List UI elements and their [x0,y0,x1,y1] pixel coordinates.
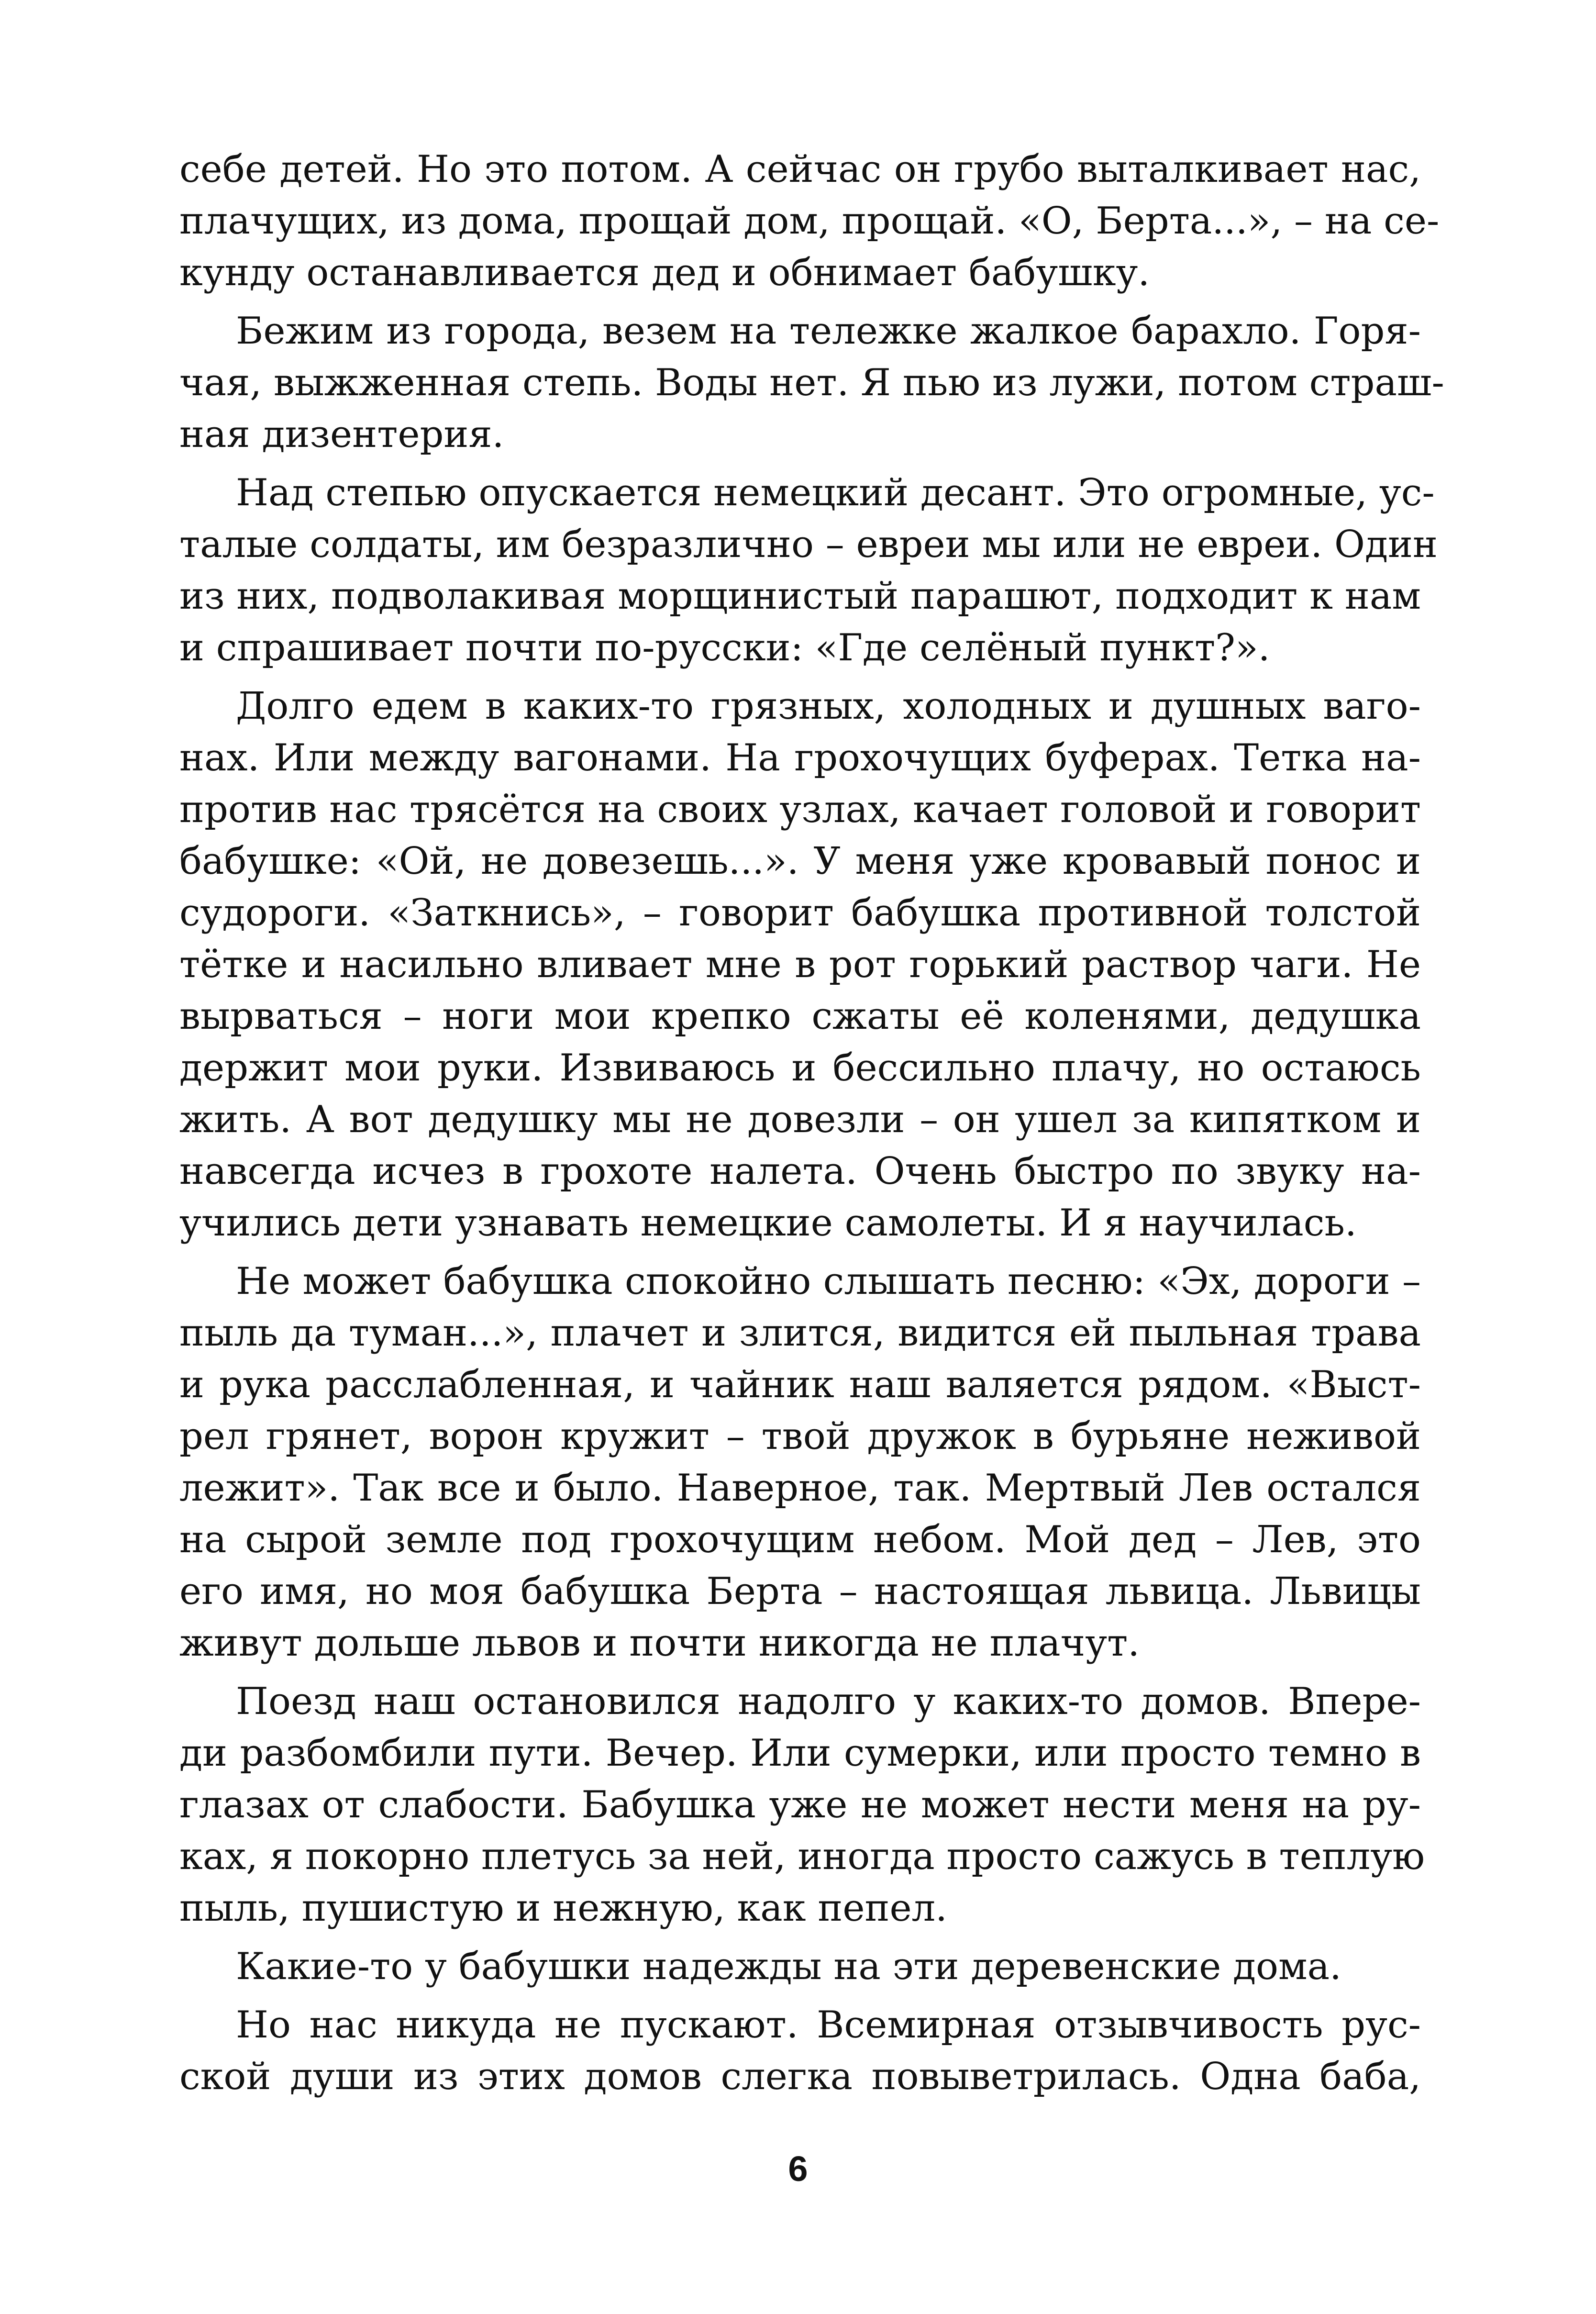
text-line: вырваться – ноги мои крепко сжаты её коленями, дедушка [179,995,1421,1038]
text-line: пыль, пушистую и нежную, как пепел. [179,1887,947,1930]
text-line: из них, подволакивая морщинистый парашют, подходит к нам [179,575,1421,618]
paragraph [179,1941,1421,1992]
text-line: жить. А вот дедушку мы не довезли – он ушел за кипятком и [179,1098,1421,1141]
text-line: на сырой земле под грохочущим небом. Мой дед – Лев, это [179,1518,1421,1561]
text-line: тётке и насильно вливает мне в рот горький раствор чаги. Не [179,943,1421,986]
text-line: себе детей. Но это потом. А сейчас он грубо выталкивает нас, [179,148,1421,191]
text-line: судороги. «Заткнись», – говорит бабушка противной толстой [179,891,1421,934]
text-line: рел грянет, ворон кружит – твой дружок в бурьяне неживой [179,1415,1421,1458]
text-line: Не может бабушка спокойно слышать песню: «Эх, дороги – [236,1260,1421,1303]
text-line: пыль да туман...», плачет и злится, видится ей пыльная трава [179,1312,1421,1355]
text-line: кунду останавливается дед и обнимает бабушку. [179,251,1150,294]
paragraph [179,1256,1421,1669]
paragraph-gap [179,460,1421,467]
text-line: Бежим из города, везем на тележке жалкое барахло. Горя- [236,310,1421,353]
text-line: и спрашивает почти по-русски: «Где селёный пункт?». [179,626,1270,669]
paragraph [179,1676,1425,1934]
text-line: Над степью опускается немецкий десант. Это огромные, ус- [236,471,1435,514]
text-line: и рука расслабленная, и чайник наш валяется рядом. «Выст- [179,1363,1421,1406]
text-line: ках, я покорно плетусь за ней, иногда просто сажусь в теплую [179,1835,1425,1878]
text-line: нах. Или между вагонами. На грохочущих буферах. Тетка на- [179,736,1421,779]
body-text [179,144,1444,2103]
page-number: 6 [788,2149,808,2189]
paragraph [179,144,1440,299]
text-line: талые солдаты, им безразлично – евреи мы или не евреи. Один [179,523,1438,566]
text-line: чая, выжженная степь. Воды нет. Я пью из лужи, потом страш- [179,361,1444,404]
text-line: против нас трясётся на своих узлах, качает головой и говорит [179,788,1421,831]
text-line: Но нас никуда не пускают. Всемирная отзывчивость рус- [236,2003,1421,2047]
text-line: лежит». Так все и было. Наверное, так. Мертвый Лев остался [179,1467,1421,1510]
text-line: бабушке: «Ой, не довезешь...». У меня уже кровавый понос и [179,840,1421,883]
text-line: учились дети узнавать немецкие самолеты. И я научилась. [179,1202,1357,1245]
text-line: плачущих, из дома, прощай дом, прощай. «О, Берта...», – на се- [179,200,1440,243]
paragraph [179,1999,1421,2103]
text-line: Долго едем в каких-то грязных, холодных и душных ваго- [236,685,1421,728]
text-line: Поезд наш остановился надолго у каких-то домов. Впере- [236,1680,1421,1723]
paragraph-gap [179,674,1421,680]
text-line: ской души из этих домов слегка повыветрилась. Одна баба, [179,2055,1421,2098]
paragraph-gap [179,1992,1421,1999]
text-line: его имя, но моя бабушка Берта – настоящая львица. Львицы [179,1570,1421,1613]
text-line: навсегда исчез в грохоте налета. Очень быстро по звуку на- [179,1150,1421,1193]
paragraph-gap [179,1249,1421,1256]
text-line: ди разбомбили пути. Вечер. Или сумерки, или просто темно в [179,1732,1421,1775]
paragraph-gap [179,1669,1421,1676]
paragraph [179,305,1444,460]
paragraph-gap [179,299,1421,305]
paragraph [179,467,1438,674]
text-line: глазах от слабости. Бабушка уже не может нести меня на ру- [179,1783,1421,1826]
paragraph [179,680,1421,1249]
text-line: живут дольше львов и почти никогда не плачут. [179,1622,1140,1665]
text-line: Какие-то у бабушки надежды на эти деревенские дома. [236,1945,1341,1988]
text-line: ная дизентерия. [179,413,504,456]
paragraph-gap [179,1934,1421,1941]
text-line: держит мои руки. Извиваюсь и бессильно плачу, но остаюсь [179,1046,1421,1090]
